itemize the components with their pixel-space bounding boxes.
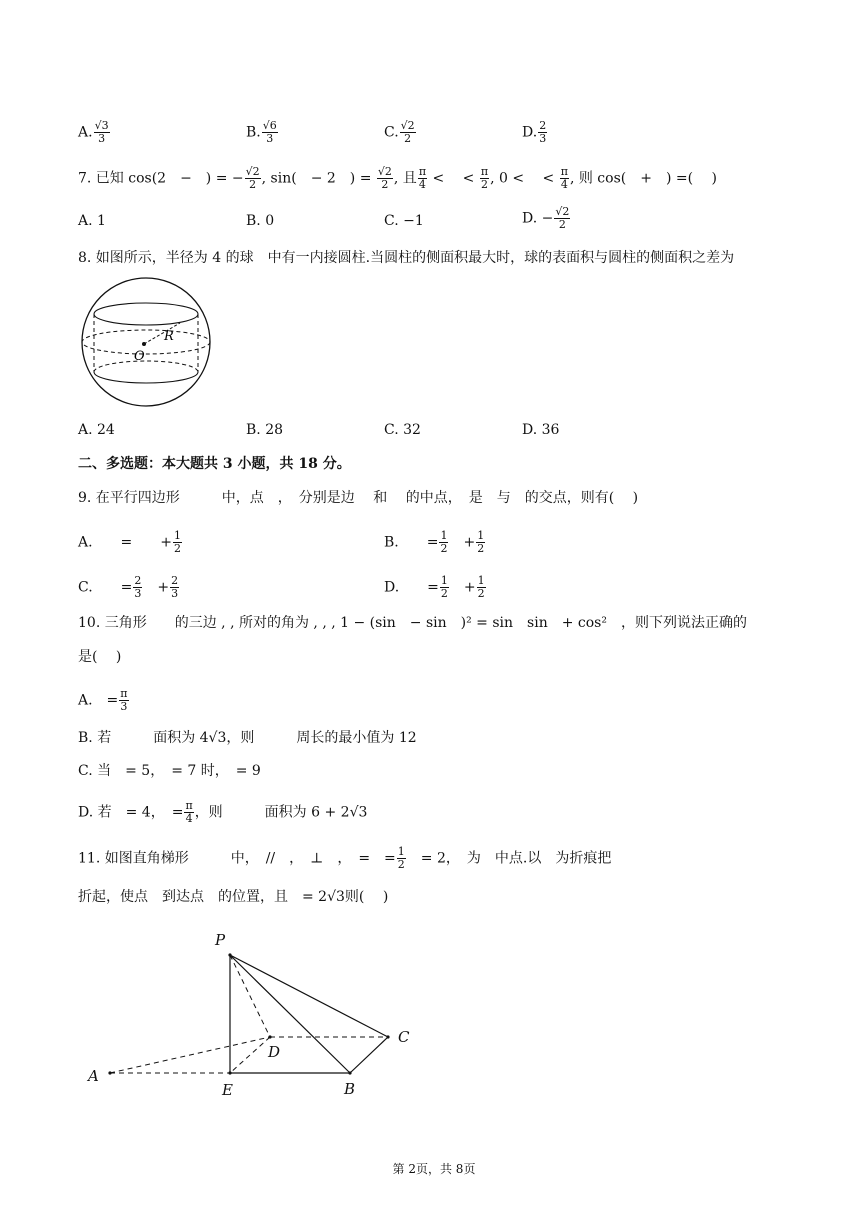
q9-option-d: D. = $\frac{1}{2}$ + $\frac{1}{2}$ bbox=[384, 574, 485, 600]
fraction: $\frac{\pi}{3}$ bbox=[120, 687, 128, 713]
sphere-cylinder-figure bbox=[78, 276, 218, 408]
fraction: $\frac{1}{2}$ bbox=[477, 574, 485, 600]
sphere-outline bbox=[82, 278, 210, 406]
section-title: 二、多选题：本大题共 3 小题，共 18 分。 bbox=[78, 456, 351, 472]
cylinder-bottom-back bbox=[94, 361, 198, 372]
label-r: R bbox=[164, 329, 174, 344]
fraction: $\frac{1}{2}$ bbox=[440, 574, 448, 600]
q10-option-b: B. 若 面积为 4√3，则 周长的最小值为 12 bbox=[78, 730, 417, 746]
edge-de bbox=[230, 1037, 270, 1073]
q6-option-c: C. $\frac{√2}{2}$ bbox=[384, 119, 415, 145]
q8-option-c: C. 32 bbox=[384, 422, 421, 438]
edge-pc bbox=[230, 955, 388, 1037]
radius-line bbox=[144, 323, 180, 344]
question-8: 8. 如图所示，半径为 4 的球 中有一内接圆柱.当圆柱的侧面积最大时，球的表面积与圆柱的侧面积之差为 bbox=[78, 250, 735, 266]
q7-option-d: D. − $\frac{√2}{2}$ bbox=[522, 205, 570, 231]
fraction: $\frac{1}{2}$ bbox=[397, 845, 405, 871]
edge-pd bbox=[230, 955, 270, 1037]
question-7: 7. 已知 cos(2 − ) = − $\frac{√2}{2}$ , sin( − 2 ) = $\frac{√2}{2}$ , 且 $\frac{\pi}{4}$ < < $\frac{\pi}{2}$ , 0 < < $\frac{\pi}{4}$ , 则 cos( + ) =( ) bbox=[78, 165, 717, 191]
edge-ad bbox=[110, 1037, 270, 1073]
label-e: E bbox=[222, 1081, 233, 1099]
q8-option-a: A. 24 bbox=[78, 422, 115, 438]
fraction: $\frac{1}{2}$ bbox=[440, 529, 448, 555]
cylinder-top bbox=[94, 303, 198, 325]
fraction: $\frac{1}{2}$ bbox=[174, 529, 182, 555]
q9-option-c: C. = $\frac{2}{3}$ + $\frac{2}{3}$ bbox=[78, 574, 179, 600]
center-point bbox=[142, 342, 146, 346]
fraction: $\frac{√2}{2}$ bbox=[400, 119, 415, 145]
fraction: $\frac{√6}{3}$ bbox=[262, 119, 277, 145]
q6-option-b: B. $\frac{√6}{3}$ bbox=[246, 119, 277, 145]
page-footer: 第 2页，共 8页 bbox=[392, 1162, 476, 1176]
q8-option-d: D. 36 bbox=[522, 422, 560, 438]
fraction: $\frac{√3}{3}$ bbox=[94, 119, 109, 145]
label-c: C bbox=[398, 1028, 410, 1046]
fraction: $\frac{2}{3}$ bbox=[134, 574, 142, 600]
edge-pb bbox=[230, 955, 350, 1073]
label-b: B bbox=[344, 1080, 356, 1098]
question-10-line1: 10. 三角形 的三边 , , 所对的角为 , , , 1 − (sin − sin )² = sin sin + cos² ，则下列说法正确的 bbox=[78, 615, 747, 631]
question-11-line1: 11. 如图直角梯形 中， // ， ⊥ ， = = $\frac{1}{2}$ = 2， 为 中点.以 为折痕把 bbox=[78, 845, 612, 871]
q9-option-b: B. = $\frac{1}{2}$ + $\frac{1}{2}$ bbox=[384, 529, 485, 555]
q6-option-d: D. $\frac{2}{3}$ bbox=[522, 119, 547, 145]
q7-option-c: C. −1 bbox=[384, 213, 424, 229]
sphere-equator bbox=[82, 330, 210, 354]
fraction: $\frac{√2}{2}$ bbox=[555, 205, 570, 231]
fraction: $\frac{\pi}{4}$ bbox=[185, 799, 193, 825]
label-a: A bbox=[88, 1067, 99, 1085]
q10-option-c: C. 当 = 5， = 7 时， = 9 bbox=[78, 763, 261, 779]
fraction: $\frac{2}{3}$ bbox=[539, 119, 547, 145]
fraction: $\frac{1}{2}$ bbox=[477, 529, 485, 555]
cylinder-bottom-front bbox=[94, 372, 198, 383]
label-o: O bbox=[134, 349, 145, 364]
question-10-line2: 是( ) bbox=[78, 649, 122, 665]
label-p: P bbox=[215, 931, 226, 949]
label-d: D bbox=[268, 1043, 281, 1061]
q8-option-b: B. 28 bbox=[246, 422, 284, 438]
fraction: $\frac{\pi}{4}$ bbox=[418, 165, 427, 191]
fraction: $\frac{√2}{2}$ bbox=[245, 165, 260, 191]
fraction: $\frac{\pi}{4}$ bbox=[560, 165, 568, 191]
q7-option-a: A. 1 bbox=[78, 213, 106, 229]
fraction: $\frac{\pi}{2}$ bbox=[480, 165, 489, 191]
q10-option-a: A. = $\frac{\pi}{3}$ bbox=[78, 687, 128, 713]
question-11-line2: 折起，使点 到达点 的位置，且 = 2√3则( ) bbox=[78, 889, 389, 905]
q9-option-a: A. = + $\frac{1}{2}$ bbox=[78, 529, 182, 555]
fraction: $\frac{2}{3}$ bbox=[171, 574, 179, 600]
question-9: 9. 在平行四边形 中，点 ， 分别是边 和 的中点， 是 与 的交点，则有( ) bbox=[78, 490, 639, 506]
edge-bc bbox=[350, 1037, 388, 1073]
q6-option-a: A. $\frac{√3}{3}$ bbox=[78, 119, 109, 145]
q7-option-b: B. 0 bbox=[246, 213, 275, 229]
folded-trapezoid-figure bbox=[80, 925, 420, 1105]
q10-option-d: D. 若 = 4， = $\frac{\pi}{4}$ ，则 面积为 6 + 2√3 bbox=[78, 799, 368, 825]
fraction: $\frac{√2}{2}$ bbox=[377, 165, 392, 191]
